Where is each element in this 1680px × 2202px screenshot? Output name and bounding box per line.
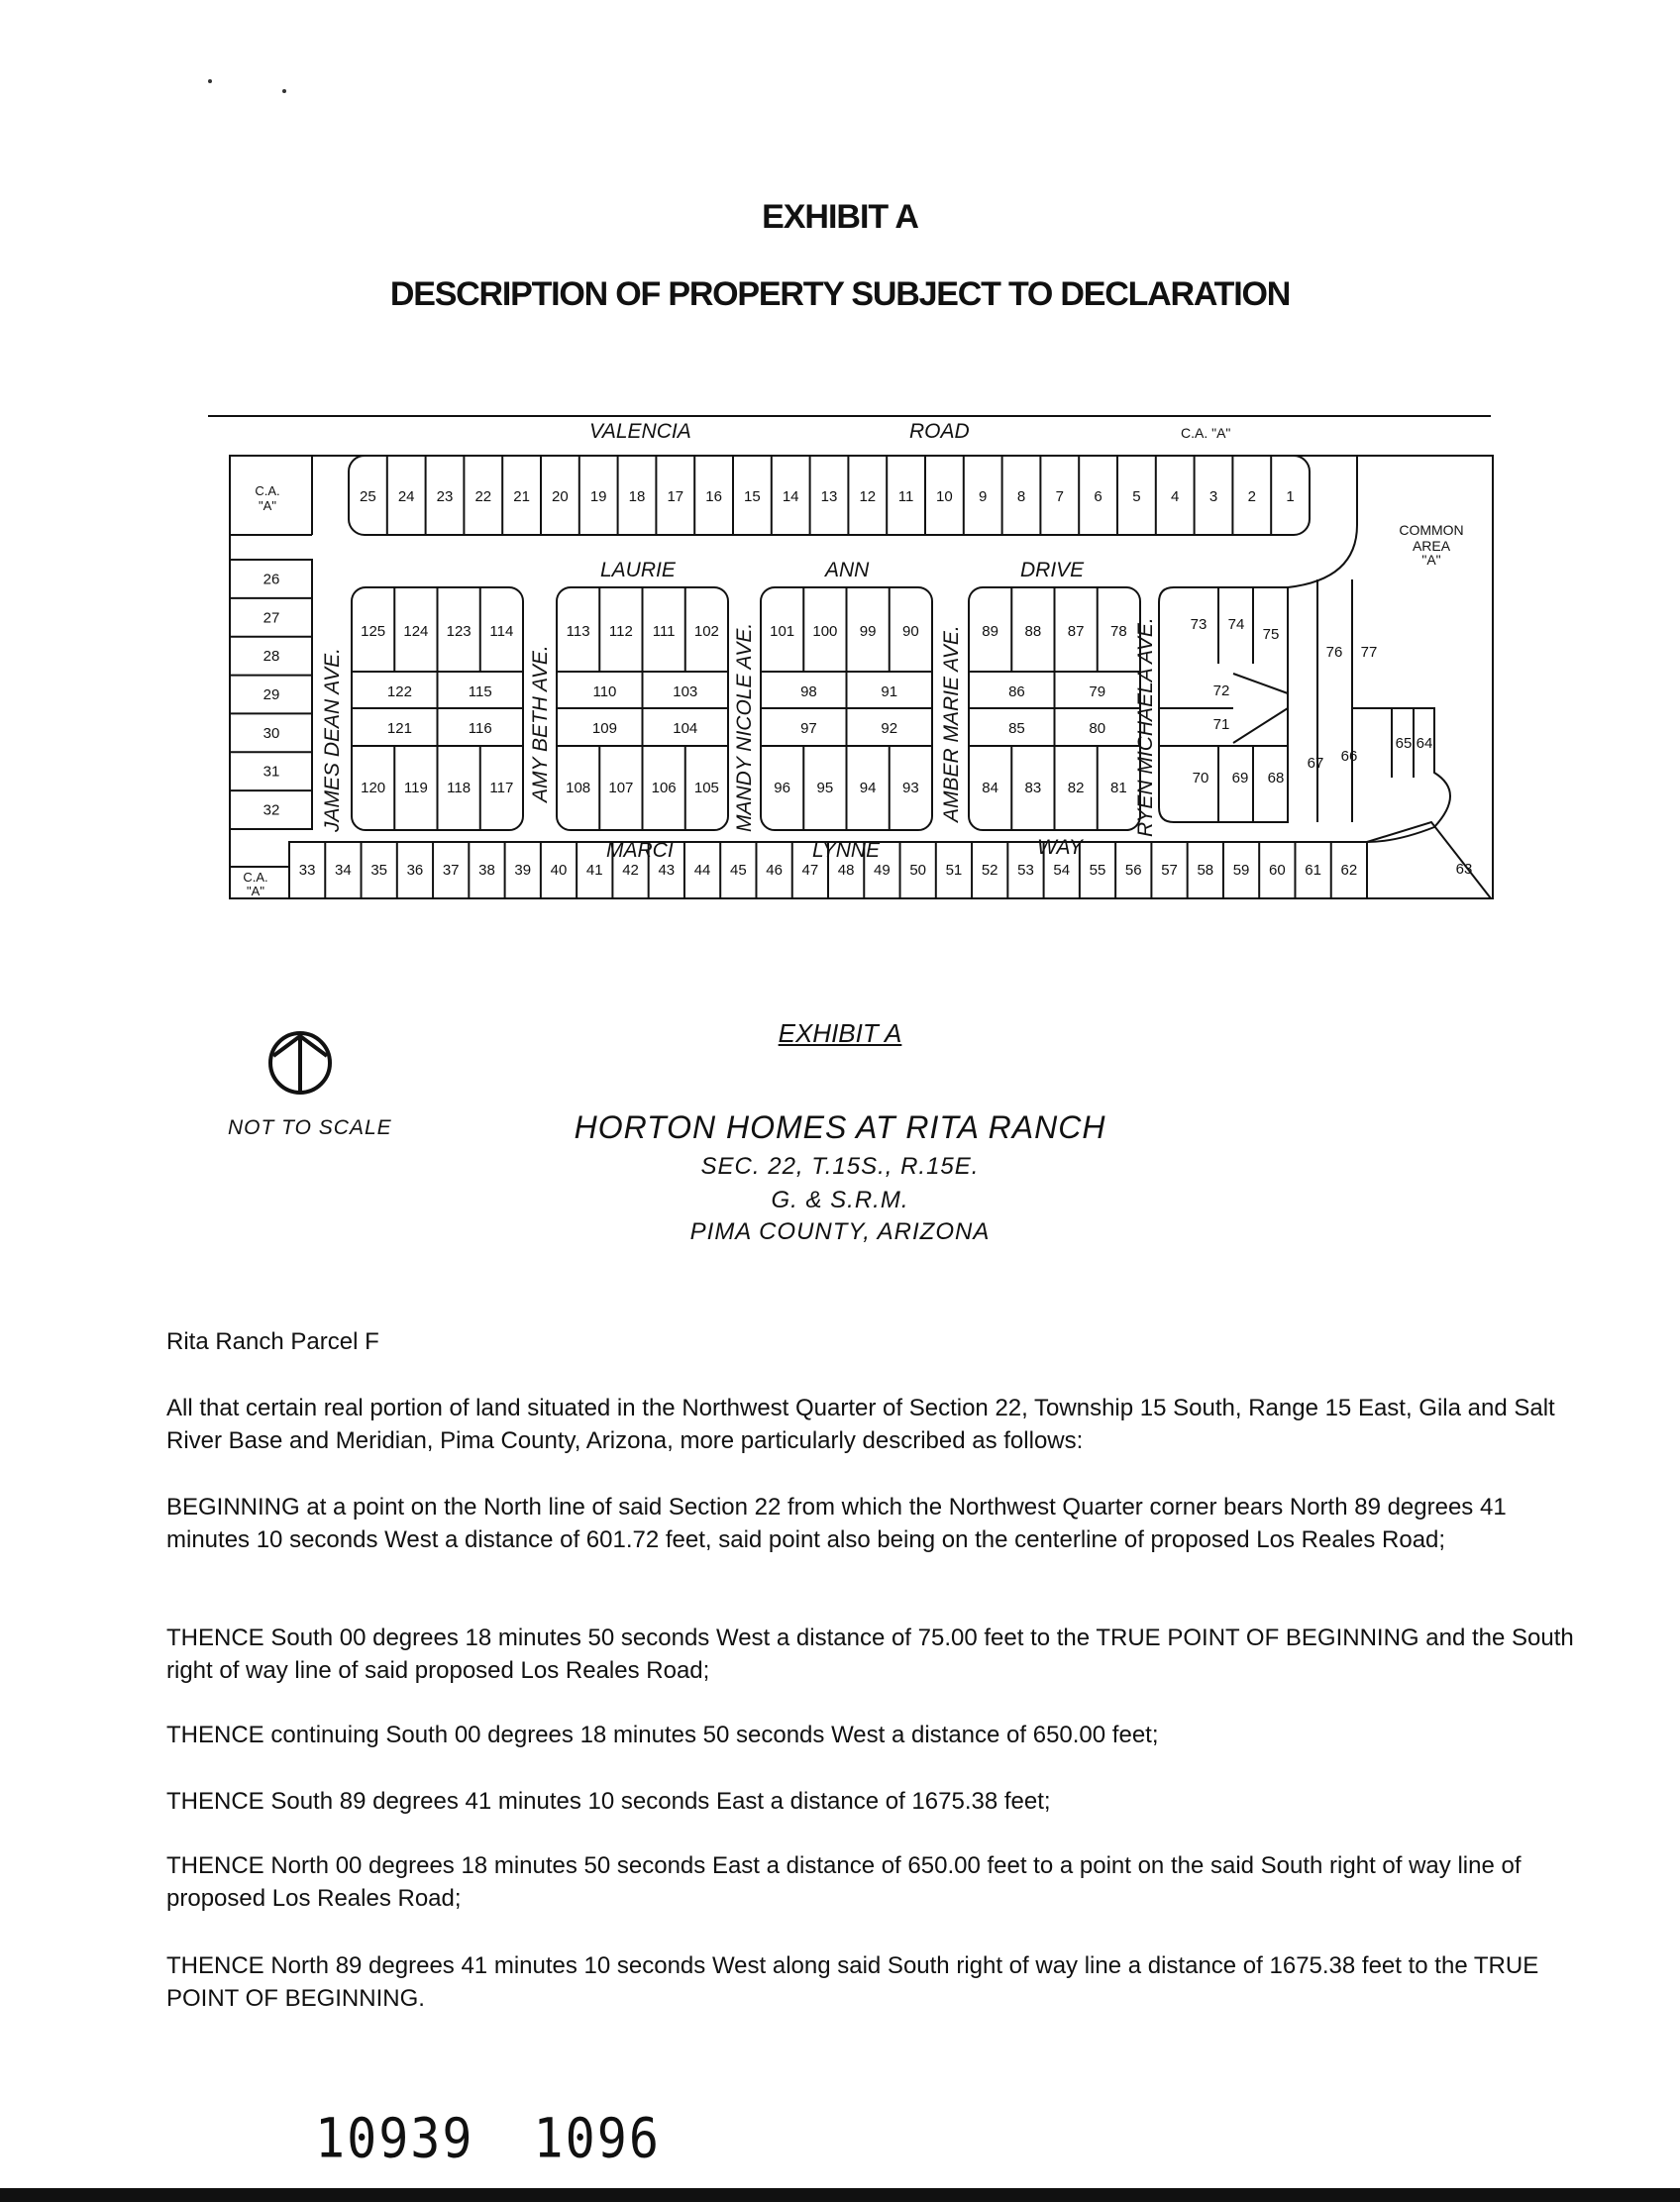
- lot-94: 94: [859, 780, 877, 796]
- lot-34: 34: [335, 862, 352, 879]
- lot-55: 55: [1089, 862, 1106, 879]
- street-drive: DRIVE: [1020, 559, 1085, 581]
- lot-62: 62: [1340, 862, 1358, 879]
- common-area-2: AREA: [1412, 538, 1451, 554]
- lot-96: 96: [774, 780, 790, 796]
- lot-5: 5: [1132, 488, 1141, 505]
- scan-speck: [208, 79, 212, 83]
- lot-82: 82: [1067, 780, 1085, 796]
- lot-73: 73: [1190, 616, 1208, 633]
- lot-58: 58: [1197, 862, 1214, 879]
- lot-77: 77: [1360, 644, 1378, 661]
- lot-81: 81: [1110, 780, 1127, 796]
- ca-west-bottom: "A": [259, 498, 276, 513]
- lot-84: 84: [982, 780, 998, 796]
- lot-99: 99: [859, 623, 877, 640]
- exhibit-title: EXHIBIT A: [762, 198, 918, 236]
- lot-14: 14: [782, 488, 799, 505]
- lot-72: 72: [1212, 682, 1230, 699]
- lot-51: 51: [945, 862, 963, 879]
- legal-paragraph-3: THENCE South 00 degrees 18 minutes 50 seconds West a distance of 75.00 feet to the TRUE POINT OF BEGINNING and the South right of way line of said proposed Los Reales Road;: [166, 1625, 1574, 1684]
- lot-33: 33: [298, 862, 316, 879]
- lot-93: 93: [902, 780, 919, 796]
- lot-9: 9: [979, 488, 988, 505]
- lot-107: 107: [608, 780, 634, 796]
- not-to-scale-label: NOT TO SCALE: [228, 1116, 392, 1139]
- lot-71: 71: [1212, 716, 1230, 733]
- lot-4: 4: [1171, 488, 1180, 505]
- lot-6: 6: [1094, 488, 1102, 505]
- lot-121: 121: [386, 720, 412, 737]
- street-amber-marie: AMBER MARIE AVE.: [940, 625, 963, 822]
- legal-paragraph-7: THENCE North 89 degrees 41 minutes 10 seconds West along said South right of way line a distance of 1675.38 feet to the TRUE POINT OF BEGINNING.: [166, 1952, 1539, 2012]
- legal-paragraph-5: THENCE South 89 degrees 41 minutes 10 seconds East a distance of 1675.38 feet;: [166, 1788, 1051, 1815]
- subdivision-name: HORTON HOMES AT RITA RANCH: [574, 1109, 1106, 1145]
- lot-100: 100: [812, 623, 838, 640]
- lot-1: 1: [1286, 488, 1295, 505]
- street-ryen-michaela: RYEN MICHAELA AVE.: [1134, 617, 1157, 837]
- lot-10: 10: [936, 488, 953, 505]
- lot-3: 3: [1208, 488, 1218, 505]
- recording-number: [315, 2107, 720, 2170]
- lot-60: 60: [1268, 862, 1286, 879]
- lot-114: 114: [489, 623, 514, 640]
- page-number: 1096: [533, 2107, 661, 2170]
- lot-8: 8: [1016, 488, 1026, 505]
- lot-46: 46: [766, 862, 783, 879]
- docket-number: 10939: [315, 2107, 474, 2170]
- lot-39: 39: [514, 862, 532, 879]
- lot-11: 11: [897, 488, 914, 505]
- lot-122: 122: [386, 683, 412, 700]
- lot-20: 20: [552, 488, 569, 505]
- lot-113: 113: [566, 623, 590, 640]
- county-line: PIMA COUNTY, ARIZONA: [689, 1218, 991, 1245]
- lot-7: 7: [1055, 488, 1064, 505]
- lot-40: 40: [550, 862, 568, 879]
- lot-119: 119: [403, 780, 428, 796]
- street-marci: MARCI: [606, 839, 674, 862]
- lot-67: 67: [1307, 755, 1324, 772]
- lot-112: 112: [608, 623, 633, 640]
- lot-89: 89: [982, 623, 998, 640]
- legal-paragraph-1: All that certain real portion of land situated in the Northwest Quarter of Section 22, Township 15 South, Range 15 East, Gila and Salt River Base and Meridian, Pima County, Arizona, more particularly described as follows:: [166, 1395, 1555, 1454]
- lot-32: 32: [262, 801, 280, 819]
- parcel-title: Rita Ranch Parcel F: [166, 1328, 379, 1355]
- street-valencia: VALENCIA: [589, 420, 691, 443]
- lot-117: 117: [489, 780, 514, 796]
- lot-44: 44: [693, 862, 711, 879]
- lot-57: 57: [1161, 862, 1178, 879]
- lot-24: 24: [397, 488, 415, 505]
- lot-59: 59: [1232, 862, 1250, 879]
- lot-115: 115: [468, 683, 492, 700]
- legal-paragraph-4: THENCE continuing South 00 degrees 18 minutes 50 seconds West a distance of 650.00 feet;: [166, 1722, 1159, 1748]
- ca-west-top: C.A.: [255, 483, 280, 498]
- lot-56: 56: [1124, 862, 1142, 879]
- lot-15: 15: [744, 488, 761, 505]
- street-ann: ANN: [825, 559, 870, 581]
- lot-91: 91: [881, 683, 898, 700]
- lot-120: 120: [361, 780, 386, 796]
- lot-31: 31: [262, 763, 280, 781]
- lot-110: 110: [592, 683, 617, 700]
- plat-map: [198, 406, 1506, 961]
- lot-63: 63: [1455, 861, 1473, 878]
- lot-79: 79: [1089, 683, 1106, 700]
- lot-18: 18: [628, 488, 646, 505]
- lot-118: 118: [447, 780, 472, 796]
- lot-69: 69: [1231, 770, 1249, 786]
- lot-22: 22: [474, 488, 492, 505]
- lot-30: 30: [262, 724, 280, 742]
- lot-37: 37: [442, 862, 460, 879]
- lot-53: 53: [1017, 862, 1034, 879]
- lot-88: 88: [1024, 623, 1042, 640]
- lot-12: 12: [859, 488, 877, 505]
- lot-104: 104: [673, 720, 698, 737]
- lot-106: 106: [651, 780, 677, 796]
- exhibit-caption: [0, 1018, 1680, 1049]
- lot-111: 111: [652, 623, 676, 640]
- lot-76: 76: [1325, 644, 1343, 661]
- lot-116: 116: [468, 720, 492, 737]
- lot-86: 86: [1008, 683, 1025, 700]
- ca-label-top: C.A. "A": [1181, 425, 1231, 441]
- lot-21: 21: [513, 488, 530, 505]
- lot-64: 64: [1416, 735, 1433, 752]
- meridian-line: G. & S.R.M.: [771, 1187, 909, 1213]
- legal-paragraph-2: BEGINNING at a point on the North line of said Section 22 from which the Northwest Quarter corner bears North 89 degrees 41 minutes 10 seconds West a distance of 601.72 feet, said point also being on the centerline of proposed Los Reales Road;: [166, 1494, 1507, 1553]
- lot-108: 108: [566, 780, 591, 796]
- lot-102: 102: [693, 623, 719, 640]
- lot-43: 43: [658, 862, 676, 879]
- lot-70: 70: [1192, 770, 1209, 786]
- scan-edge: [0, 2188, 1680, 2202]
- lot-123: 123: [446, 623, 472, 640]
- common-area-1: COMMON: [1399, 522, 1464, 538]
- street-amy-beth: AMY BETH AVE.: [529, 645, 552, 802]
- lot-98: 98: [800, 683, 817, 700]
- lot-95: 95: [816, 780, 834, 796]
- lot-17: 17: [667, 488, 684, 505]
- lot-85: 85: [1008, 720, 1025, 737]
- lot-52: 52: [981, 862, 998, 879]
- lot-35: 35: [370, 862, 388, 879]
- lot-92: 92: [881, 720, 898, 737]
- lot-27: 27: [262, 609, 280, 627]
- lot-29: 29: [262, 686, 280, 703]
- lot-36: 36: [406, 862, 424, 879]
- lot-78: 78: [1110, 623, 1127, 640]
- lot-42: 42: [622, 862, 639, 879]
- lot-105: 105: [693, 780, 719, 796]
- common-area-3: "A": [1421, 552, 1441, 568]
- ca-sw-top: C.A.: [243, 870, 268, 885]
- street-lynne: LYNNE: [812, 839, 881, 862]
- lot-90: 90: [902, 623, 919, 640]
- section-line: SEC. 22, T.15S., R.15E.: [700, 1153, 980, 1180]
- street-james-dean: JAMES DEAN AVE.: [321, 648, 344, 832]
- lot-28: 28: [262, 648, 280, 666]
- lot-45: 45: [729, 862, 747, 879]
- street-road: ROAD: [909, 420, 970, 443]
- lot-66: 66: [1340, 748, 1358, 765]
- lot-2: 2: [1247, 488, 1256, 505]
- lot-65: 65: [1395, 735, 1413, 752]
- lot-38: 38: [478, 862, 495, 879]
- lot-124: 124: [403, 623, 429, 640]
- street-laurie: LAURIE: [600, 559, 676, 581]
- parcel-boundary: [230, 456, 1493, 898]
- lot-50: 50: [909, 862, 927, 879]
- lot-75: 75: [1262, 626, 1280, 643]
- street-way: WAY: [1037, 836, 1083, 859]
- lot-101: 101: [770, 623, 795, 640]
- lot-97: 97: [800, 720, 817, 737]
- lot-74: 74: [1227, 616, 1245, 633]
- lot-25: 25: [360, 488, 376, 505]
- lot-13: 13: [820, 488, 838, 505]
- exhibit-subtitle: DESCRIPTION OF PROPERTY SUBJECT TO DECLARATION: [389, 275, 1291, 313]
- lot-80: 80: [1089, 720, 1106, 737]
- lot-23: 23: [436, 488, 454, 505]
- lot-49: 49: [874, 862, 891, 879]
- lot-61: 61: [1305, 862, 1321, 879]
- lot-26: 26: [262, 571, 280, 588]
- lot-68: 68: [1267, 770, 1285, 786]
- ca-sw-bottom: "A": [247, 884, 264, 898]
- lot-48: 48: [837, 862, 855, 879]
- lot-54: 54: [1053, 862, 1071, 879]
- lot-83: 83: [1024, 780, 1042, 796]
- lot-87: 87: [1067, 623, 1085, 640]
- lot-109: 109: [591, 720, 617, 737]
- lot-103: 103: [673, 683, 698, 700]
- exhibit-caption-text: EXHIBIT A: [778, 1018, 902, 1048]
- lot-47: 47: [801, 862, 819, 879]
- lot-41: 41: [585, 862, 603, 879]
- legal-paragraph-6: THENCE North 00 degrees 18 minutes 50 seconds East a distance of 650.00 feet to a point on the said South right of way line of proposed Los Reales Road;: [166, 1852, 1522, 1912]
- lot-125: 125: [361, 623, 386, 640]
- lot-16: 16: [705, 488, 722, 505]
- scan-speck: [282, 89, 286, 93]
- lot-19: 19: [589, 488, 607, 505]
- street-mandy-nicole: MANDY NICOLE AVE.: [733, 622, 756, 832]
